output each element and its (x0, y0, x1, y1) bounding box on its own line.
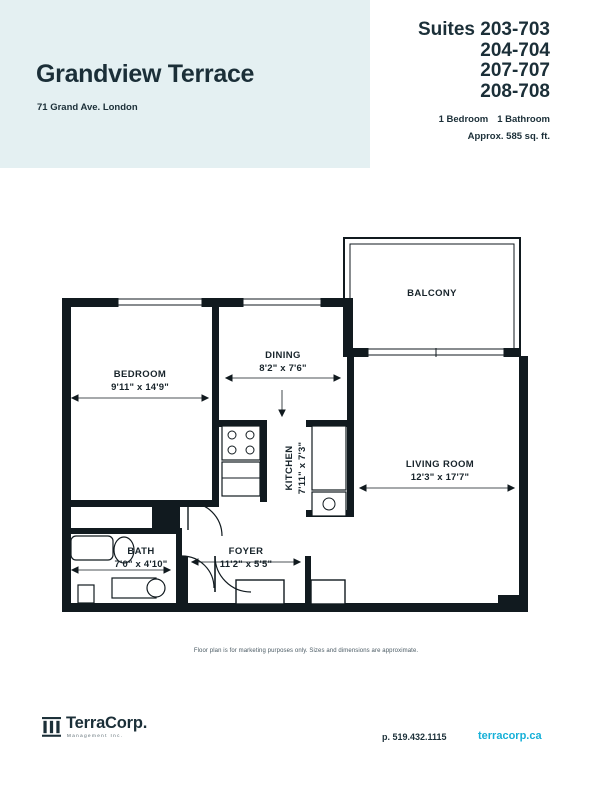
room-label-living-room (382, 458, 498, 484)
suite-numbers: 208-708 (480, 80, 550, 102)
page-header (0, 0, 612, 168)
room-label-bedroom (85, 368, 195, 394)
room-label-kitchen (283, 420, 309, 516)
room-label-balcony (382, 287, 482, 300)
room-dimensions: 9'11" x 14'9" (111, 382, 169, 393)
bathroom-count: 1 Bathroom (497, 114, 550, 125)
suite-prefix: Suites (417, 19, 481, 40)
room-name: FOYER (228, 546, 264, 557)
page-footer (0, 705, 612, 765)
room-name: DINING (265, 350, 301, 361)
disclaimer-text: Floor plan is for marketing purposes only. Sizes and dimensions are approximate. (193, 648, 419, 654)
logo-wordmark: TerraCorp. (66, 714, 148, 732)
building-address: 71 Grand Ave. London (37, 102, 138, 113)
room-name: BALCONY (407, 288, 457, 299)
room-label-foyer (196, 545, 296, 571)
footer-phone[interactable]: p. 519.432.1115 (382, 732, 447, 742)
suite-numbers: 203-703 (480, 19, 550, 40)
suite-numbers: 207-707 (480, 60, 550, 81)
room-dimensions: 8'2" x 7'6" (259, 363, 307, 374)
page-title: Grandview Terrace (36, 60, 255, 88)
room-name: KITCHEN (284, 445, 295, 491)
unit-area: Approx. 585 sq. ft. (467, 131, 550, 142)
logo-subtitle: Management Inc. (67, 733, 124, 738)
room-label-dining (228, 349, 338, 375)
suite-number-list (418, 20, 550, 102)
suite-line (418, 61, 550, 82)
room-name: LIVING ROOM (405, 459, 475, 470)
room-name: BATH (127, 546, 155, 557)
suite-numbers: 204-704 (480, 39, 550, 61)
floor-plan (0, 200, 612, 640)
building-columns-icon (42, 717, 61, 737)
suite-line (418, 82, 550, 103)
bedroom-count: 1 Bedroom (438, 114, 489, 125)
suite-line (418, 20, 550, 41)
room-dimensions: 12'3" x 17'7" (410, 472, 470, 483)
room-dimensions: 7'0" x 4'10" (114, 559, 168, 570)
unit-spec-line (439, 114, 550, 125)
terracorp-logo[interactable] (42, 715, 147, 738)
room-dimensions: 7'11" x 7'3" (297, 441, 308, 495)
footer-website-link[interactable]: terracorp.ca (478, 730, 542, 742)
room-label-bath (96, 545, 186, 571)
room-dimensions: 11'2" x 5'5" (219, 559, 273, 570)
suite-line (418, 41, 550, 62)
room-name: BEDROOM (113, 369, 167, 380)
